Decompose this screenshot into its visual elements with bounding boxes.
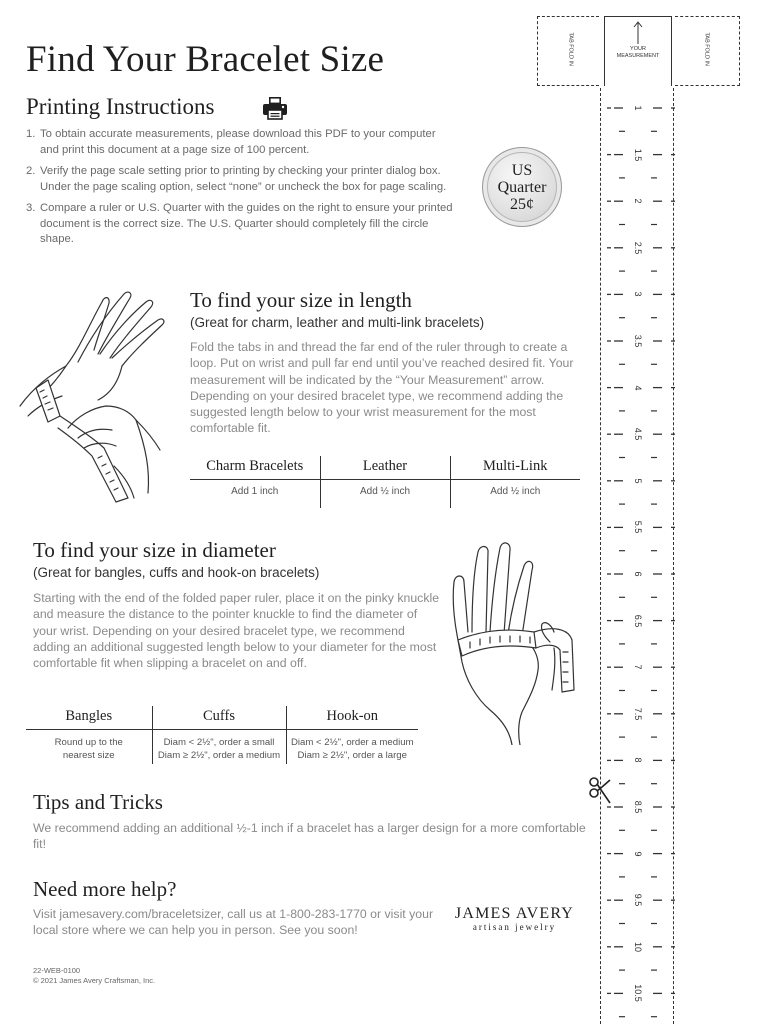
instruction-number: 2. bbox=[26, 165, 36, 177]
tab-fold-label: TAB FOLD IN bbox=[703, 32, 710, 66]
tab-fold-label: TAB FOLD IN bbox=[567, 32, 574, 66]
scissors-icon bbox=[588, 776, 612, 806]
cell-line: nearest size bbox=[62, 750, 115, 761]
quarter-line: 25¢ bbox=[510, 195, 534, 213]
ruler-label: 9 bbox=[633, 851, 643, 857]
logo-tagline: artisan jewelry bbox=[472, 922, 557, 932]
ruler-label: 10 bbox=[633, 941, 643, 952]
instruction-number: 3. bbox=[26, 202, 36, 214]
cell-line: Diam < 2½", order a medium bbox=[290, 737, 414, 748]
table-cell-charm: Add 1 inch bbox=[231, 486, 279, 497]
page-title: Find Your Bracelet Size bbox=[26, 39, 385, 80]
table-cell-multilink: Add ½ inch bbox=[450, 480, 580, 508]
instruction-item bbox=[26, 164, 456, 195]
ruler-label: 8 bbox=[633, 757, 643, 763]
help-body: Visit jamesavery.com/braceletsizer, call us at 1-800-283-1770 or visit your local store where we can help you in person. See you soon! bbox=[33, 907, 434, 938]
printer-icon bbox=[262, 96, 288, 120]
ruler-label: 3 bbox=[633, 291, 643, 297]
ruler-label: 9.5 bbox=[633, 893, 643, 907]
diameter-section-subheading: (Great for bangles, cuffs and hook-on bracelets) bbox=[33, 565, 320, 580]
tips-heading: Tips and Tricks bbox=[33, 790, 163, 814]
ruler-label: 4 bbox=[633, 385, 643, 391]
hand-measuring-illustration bbox=[442, 540, 592, 745]
table-header-charm: Charm Bracelets bbox=[190, 456, 320, 480]
paper-ruler bbox=[600, 88, 674, 1024]
instruction-item bbox=[26, 201, 456, 248]
instruction-number: 1. bbox=[26, 128, 36, 140]
length-section-subheading: (Great for charm, leather and multi-link bracelets) bbox=[190, 315, 485, 330]
document-code: 22-WEB-0100 bbox=[33, 966, 81, 975]
instruction-text: To obtain accurate measurements, please download this PDF to your computer and print this document at a page size of 100 percent. bbox=[40, 128, 436, 156]
cell-line: Round up to the bbox=[54, 737, 123, 748]
table-cell-hookon bbox=[286, 730, 418, 764]
ruler-label: 6.5 bbox=[633, 614, 643, 627]
cell-line: Diam ≥ 2½", order a medium bbox=[157, 750, 281, 761]
ruler-label: 4.5 bbox=[633, 427, 643, 441]
instruction-item bbox=[26, 127, 456, 158]
table-header-multilink: Multi-Link bbox=[450, 456, 580, 480]
quarter-line: US bbox=[511, 161, 533, 179]
ruler-label: 2.5 bbox=[633, 241, 643, 255]
table-cell-leather: Add ½ inch bbox=[320, 480, 450, 508]
diameter-section-body: Starting with the end of the folded paper ruler, place it on the pinky knuckle and measure the distance to the pointer knuckle to find the diameter of your wrist. Depending on your desired bracelet type, we recommend adding an additional suggested length below to your diameter for the most comfortable fit when slipping a bracelet on and off. bbox=[33, 591, 440, 671]
length-section-body: Fold the tabs in and thread the far end of the ruler through to create a loop. Put on wrist and pull far end until you’ve reached desired fit. Your measurement will be indicated by the “Your Measurement” arrow. Depending on your desired bracelet type, we recommend adding the suggested length below to your wrist measurement for the most comfortable fit. bbox=[190, 340, 574, 436]
wrist-measuring-illustration bbox=[18, 288, 178, 513]
length-size-table bbox=[190, 456, 580, 508]
table-cell-bangles bbox=[26, 730, 152, 764]
diameter-section-heading: To find your size in diameter bbox=[33, 538, 276, 562]
table-cell-cuffs bbox=[152, 730, 286, 764]
ruler-label: 1 bbox=[633, 105, 643, 111]
quarter-line: Quarter bbox=[497, 178, 547, 196]
help-heading: Need more help? bbox=[33, 877, 177, 901]
ruler-label: 7.5 bbox=[633, 707, 643, 721]
ruler-label: 2 bbox=[633, 198, 643, 204]
table-header-leather: Leather bbox=[320, 456, 450, 480]
ruler-label: 7 bbox=[633, 664, 643, 670]
diameter-size-table bbox=[26, 706, 418, 764]
logo-wordmark: JAMES AVERY bbox=[454, 905, 575, 922]
james-avery-logo bbox=[447, 905, 582, 932]
printing-instructions-list bbox=[26, 127, 456, 254]
quarter-guide-circle bbox=[482, 147, 562, 227]
table-header-cuffs: Cuffs bbox=[152, 706, 286, 730]
footer bbox=[33, 966, 155, 986]
printing-heading: Printing Instructions bbox=[26, 94, 215, 119]
ruler-label: 10.5 bbox=[633, 984, 643, 1003]
copyright: © 2021 James Avery Craftsman, Inc. bbox=[33, 976, 156, 985]
length-section-heading: To find your size in length bbox=[190, 288, 412, 312]
ruler-label: 6 bbox=[633, 571, 643, 577]
tips-body: We recommend adding an additional ½-1 inch if a bracelet has a larger design for a more comfortable fit! bbox=[33, 821, 586, 852]
table-header-hookon: Hook-on bbox=[286, 706, 418, 730]
ruler-ticks bbox=[601, 88, 675, 1024]
table-header-bangles: Bangles bbox=[26, 706, 152, 730]
ruler-label: 5 bbox=[633, 478, 643, 484]
cell-line: Diam ≥ 2½", order a large bbox=[297, 750, 407, 761]
cell-line: Diam < 2½", order a small bbox=[163, 737, 275, 748]
ruler-label: 3.5 bbox=[633, 334, 643, 348]
ruler-label: 5.5 bbox=[633, 521, 643, 534]
instruction-text: Compare a ruler or U.S. Quarter with the guides on the right to ensure your printed document is the correct size. The U.S. Quarter should completely fill the circle shape. bbox=[40, 202, 453, 245]
ruler-label: 1.5 bbox=[633, 148, 643, 161]
ruler-label: 8.5 bbox=[633, 800, 643, 814]
instruction-text: Verify the page scale setting prior to printing by checking your printer dialog box. Under the page scaling option, select “none” or uncheck the box for page scaling. bbox=[40, 165, 447, 193]
arrow-up-icon bbox=[631, 20, 645, 46]
your-measurement-label: YOUR MEASUREMENT bbox=[616, 46, 660, 59]
